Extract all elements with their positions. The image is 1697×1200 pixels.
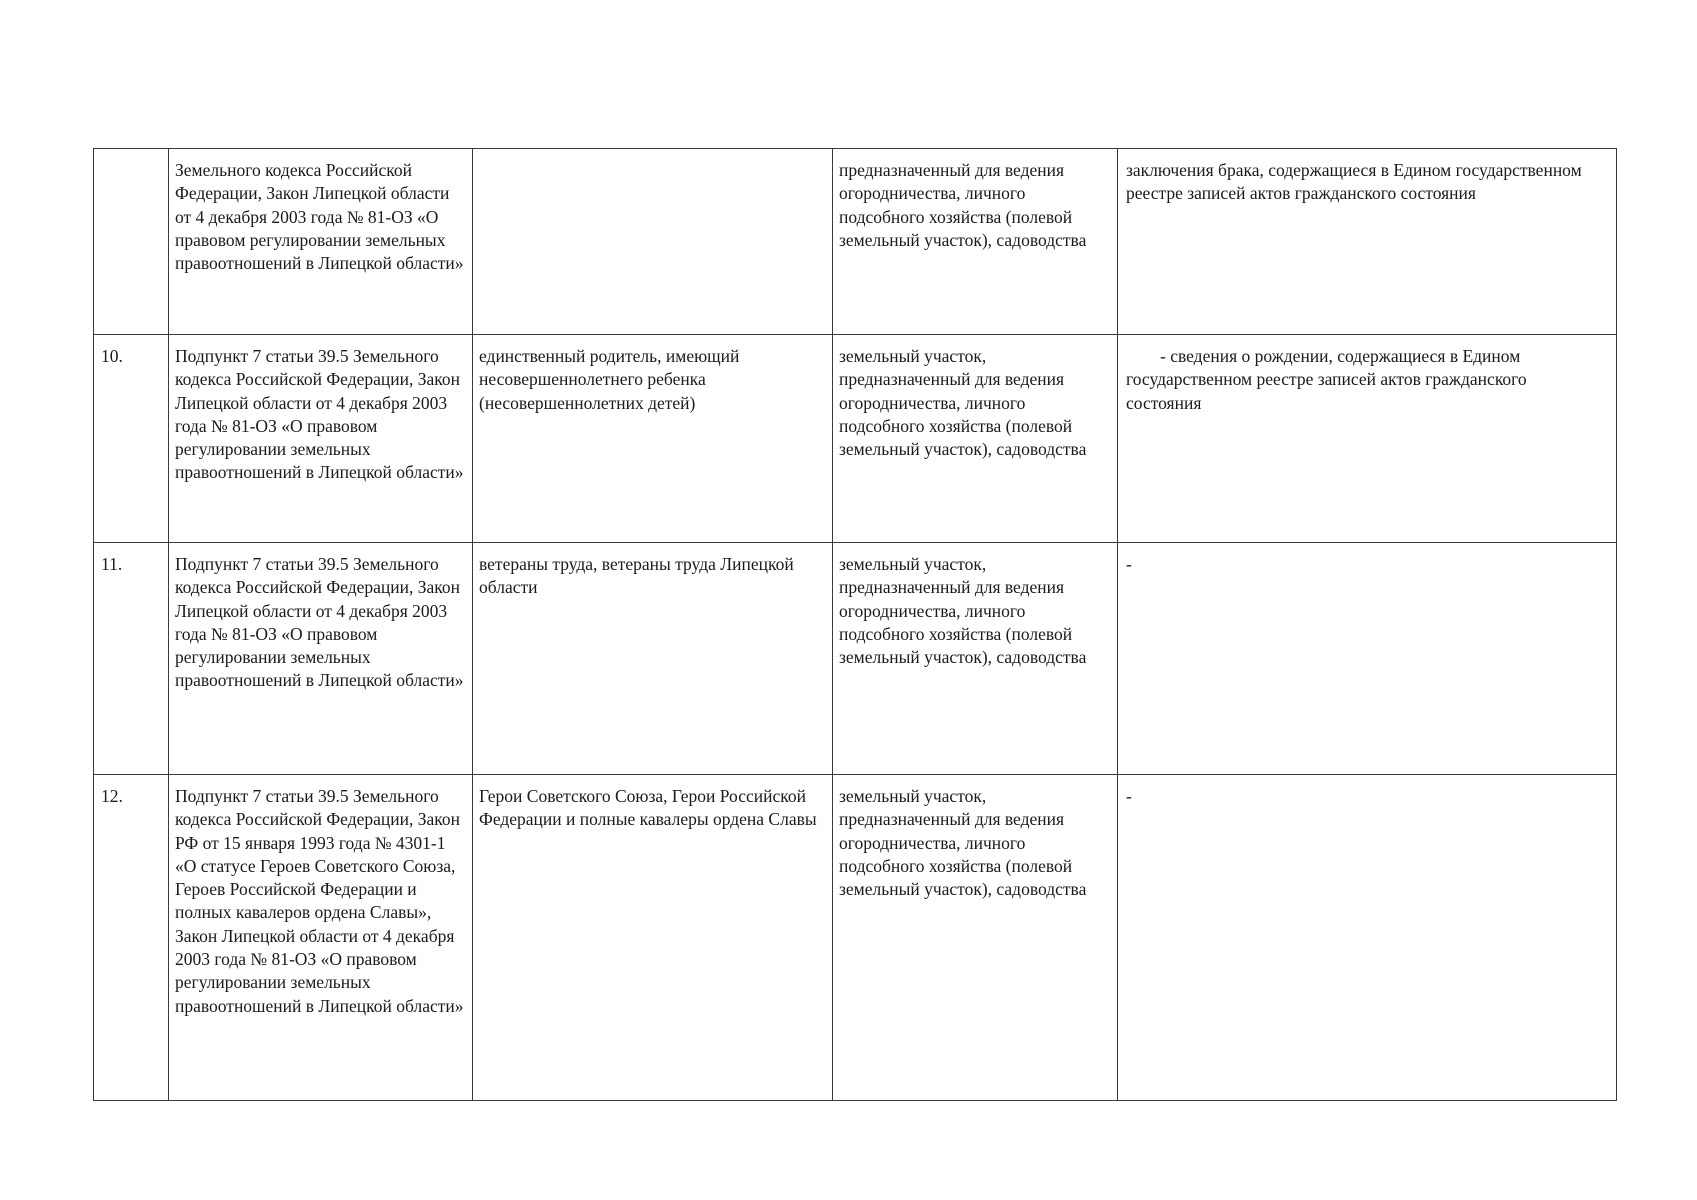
legal-basis-cell: Подпункт 7 статьи 39.5 Земельного кодекса Российской Федерации, Закон Липецкой области от 4 декабря 2003 года № 81-ОЗ «О правовом регулировании земельных правоотношений в Липецкой области»: [169, 335, 473, 543]
category-cell: Герои Советского Союза, Герои Российской Федерации и полные кавалеры ордена Славы: [473, 775, 833, 1101]
table-row: [94, 543, 1617, 775]
legal-basis-cell: Подпункт 7 статьи 39.5 Земельного кодекса Российской Федерации, Закон РФ от 15 января 1993 года № 4301-1 «О статусе Героев Советского Союза, Героев Российской Федерации и полных кавалеров ордена Славы», Закон Липецкой области от 4 декабря 2003 года № 81-ОЗ «О правовом регулировании земельных правоотношений в Липецкой области»: [169, 775, 473, 1101]
land-purpose-cell: земельный участок, предназначенный для ведения огородничества, личного подсобного хозяйства (полевой земельный участок), садоводства: [833, 543, 1118, 775]
land-purpose-cell: предназначенный для ведения огородничества, личного подсобного хозяйства (полевой земельный участок), садоводства: [833, 149, 1118, 335]
row-number: 10.: [94, 335, 169, 543]
land-purpose-cell: земельный участок, предназначенный для ведения огородничества, личного подсобного хозяйства (полевой земельный участок), садоводства: [833, 775, 1118, 1101]
table-row: [94, 775, 1617, 1101]
benefits-table: [93, 148, 1617, 1101]
documents-cell: -: [1118, 775, 1617, 1101]
legal-basis-cell: Земельного кодекса Российской Федерации, Закон Липецкой области от 4 декабря 2003 года № 81-ОЗ «О правовом регулировании земельных правоотношений в Липецкой области»: [169, 149, 473, 335]
table-row: [94, 149, 1617, 335]
documents-cell: заключения брака, содержащиеся в Едином государственном реестре записей актов гражданского состояния: [1118, 149, 1617, 335]
category-cell: единственный родитель, имеющий несовершеннолетнего ребенка (несовершеннолетних детей): [473, 335, 833, 543]
documents-cell: -: [1118, 543, 1617, 775]
land-purpose-cell: земельный участок, предназначенный для ведения огородничества, личного подсобного хозяйства (полевой земельный участок), садоводства: [833, 335, 1118, 543]
row-number: 12.: [94, 775, 169, 1101]
row-number: [94, 149, 169, 335]
legal-basis-cell: Подпункт 7 статьи 39.5 Земельного кодекса Российской Федерации, Закон Липецкой области от 4 декабря 2003 года № 81-ОЗ «О правовом регулировании земельных правоотношений в Липецкой области»: [169, 543, 473, 775]
documents-cell: - сведения о рождении, содержащиеся в Едином государственном реестре записей актов гражданского состояния: [1118, 335, 1617, 543]
table-row: [94, 335, 1617, 543]
category-cell: [473, 149, 833, 335]
category-cell: ветераны труда, ветераны труда Липецкой области: [473, 543, 833, 775]
row-number: 11.: [94, 543, 169, 775]
